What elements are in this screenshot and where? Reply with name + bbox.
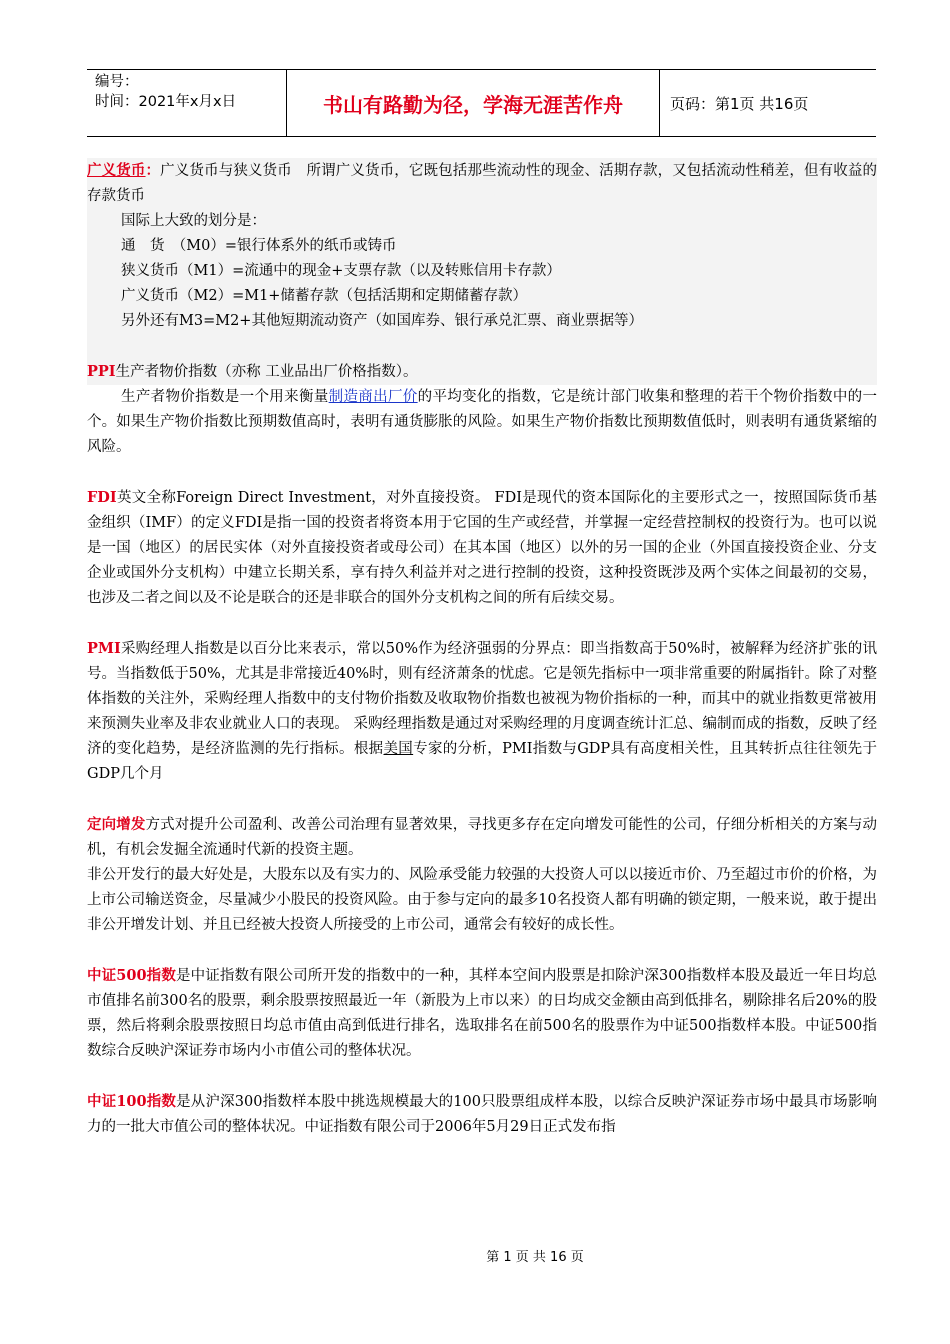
- section-private-placement: 定向增发方式对提升公司盈利、改善公司治理有显著效果，寻找更多存在定向增发可能性的公司，仔细分析相关的方案与动机，有机会发掘全流通时代新的投资主题。: [87, 816, 877, 858]
- ppi-title: PPI生产者物价指数（亦称 工业品出厂价格指数）。: [87, 363, 418, 380]
- term-private-placement: 定向增发: [87, 816, 146, 833]
- ppi-body: 生产者物价指数是一个用来衡量制造商出厂价的平均变化的指数，它是统计部门收集和整理的若干个物价指数中的一个。如果生产物价指数比预期数值高时，表明有通货膨胀的风险。如果生产物价指数比预期数值低时，则表明有通货紧缩的风险。: [87, 389, 878, 455]
- section-csi100: 中证100指数是从沪深300指数样本股中挑选规模最大的100只股票组成样本股，以综合反映沪深证券市场中最具市场影响力的一批大市值公司的整体状况。中证指数有限公司于2006年5月29日正式发布指: [87, 1093, 877, 1135]
- broad-money-intro: 广义货币：广义货币与狭义货币 所谓广义货币，它既包括那些流动性的现金、活期存款，又包括流动性稍差，但有收益的存款货币: [87, 162, 878, 204]
- term-broad-money: 广义货币: [87, 162, 146, 179]
- header-motto: 书山有路勤为径，学海无涯苦作舟: [287, 70, 660, 136]
- broad-money-line: 狭义货币（M1）=流通中的现金+支票存款（以及转账信用卡存款）: [121, 263, 561, 279]
- link-manufacturer-price[interactable]: 制造商出厂价: [328, 389, 418, 405]
- term-fdi: FDI: [87, 489, 117, 506]
- number-label: 编号：: [95, 74, 139, 90]
- header-page-number: 页码：第1页 共16页: [670, 94, 809, 113]
- private-placement-body: 非公开发行的最大好处是，大股东以及有实力的、风险承受能力较强的大投资人可以以接近市价、乃至超过市价的价格，为上市公司输送资金，尽量减少小股民的投资风险。由于参与定向的最多10名投资人都有明确的锁定期，一般来说，敢于提出非公开增发计划、并且已经被大投资人所接受的上市公司，通常会有较好的成长性。: [87, 867, 877, 933]
- document-body: [87, 158, 877, 1140]
- term-pmi: PMI: [87, 640, 121, 657]
- term-csi100: 中证100指数: [87, 1093, 177, 1110]
- section-csi500: 中证500指数是中证指数有限公司所开发的指数中的一种，其样本空间内股票是扣除沪深300指数样本股及最近一年日均总市值排名前300名的股票，剩余股票按照最近一年（新股为上市以来）的日均成交金额由高到低排名，剔除排名后20%的股票，然后将剩余股票按照日均总市值由高到低进行排名，选取排名在前500名的股票作为中证500指数样本股。中证500指数综合反映沪深证券市场内小市值公司的整体状况。: [87, 967, 877, 1059]
- broad-money-line: 国际上大致的划分是：: [121, 213, 266, 229]
- page-header: [87, 69, 876, 137]
- link-usa[interactable]: 美国: [383, 741, 414, 757]
- section-broad-money: [87, 158, 877, 385]
- section-pmi: PMI采购经理人指数是以百分比来表示，常以50%作为经济强弱的分界点：即当指数高于50%时，被解释为经济扩张的讯号。当指数低于50%，尤其是非常接近40%时，则有经济萧条的忧虑。它是领先指标中一项非常重要的附属指针。除了对整体指数的关注外，采购经理人指数中的支付物价指数及收取物价指数也被视为物价指标的一种，而其中的就业指数更常被用来预测失业率及非农业就业人口的表现。 采购经理指数是通过对采购经理的月度调查统计汇总、编制而成的指数，反映了经济的变化趋势，是经济监测的先行指标。根据美国专家的分析，PMI指数与GDP具有高度相关性，且其转折点往往领先于GDP几个月: [87, 640, 878, 782]
- header-meta: [87, 70, 287, 136]
- term-csi500: 中证500指数: [87, 967, 176, 984]
- broad-money-line: 通 货 （M0）=银行体系外的纸币或铸币: [121, 238, 397, 254]
- broad-money-line: 广义货币（M2）=M1+储蓄存款（包括活期和定期储蓄存款）: [121, 288, 527, 304]
- section-fdi: FDI英文全称Foreign Direct Investment，对外直接投资。 FDI是现代的资本国际化的主要形式之一，按照国际货币基金组织（IMF）的定义FDI是指一国的投资者将资本用于它国的生产或经营，并掌握一定经营控制权的投资行为。也可以说是一国（地区）的居民实体（对外直接投资者或母公司）在其本国（地区）以外的另一国的企业（外国直接投资企业、分支企业或国外分支机构）中建立长期关系，享有持久利益并对之进行控制的投资，这种投资既涉及两个实体之间最初的交易，也涉及二者之间以及不论是联合的还是非联合的国外分支机构之间的所有后续交易。: [87, 489, 877, 606]
- page-footer: 第 1 页 共 16 页: [486, 1250, 584, 1265]
- term-ppi: PPI: [87, 363, 116, 380]
- time-label: 时间：2021年x月x日: [95, 94, 237, 110]
- broad-money-line: 另外还有M3=M2+其他短期流动资产（如国库券、银行承兑汇票、商业票据等）: [121, 313, 643, 329]
